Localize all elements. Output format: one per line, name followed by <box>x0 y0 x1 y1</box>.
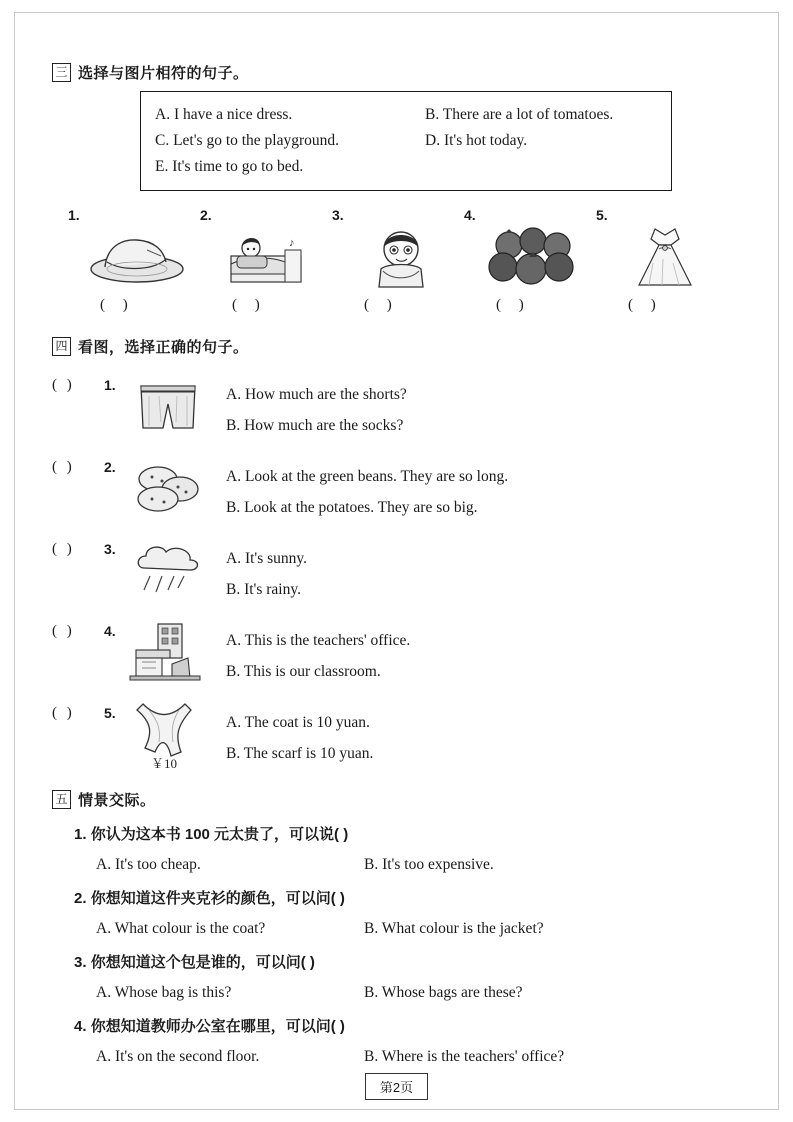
choice-option-b: B. There are a lot of tomatoes. <box>425 106 614 123</box>
svg-text:♪: ♪ <box>289 237 295 249</box>
option-b[interactable]: B. What colour is the jacket? <box>364 920 544 937</box>
option-a[interactable]: A. This is the teachers' office. <box>226 632 411 649</box>
option-group <box>96 978 742 1008</box>
boy-face-icon <box>348 225 454 291</box>
option-b[interactable]: B. The scarf is 10 yuan. <box>226 745 374 762</box>
dress-icon <box>612 225 718 291</box>
option-group <box>96 1042 742 1072</box>
question-text[interactable]: 你想知道这个包是谁的，可以问( ) <box>90 954 315 971</box>
question-stem <box>74 948 742 978</box>
option-a[interactable]: A. Whose bag is this? <box>96 984 232 1001</box>
question-text[interactable]: 你想知道这件夹克衫的颜色，可以问( ) <box>90 890 345 907</box>
choice-option-e: E. It's time to go to bed. <box>155 158 304 175</box>
option-group <box>226 453 508 523</box>
section-five-number: 五 <box>52 790 71 809</box>
scarf-price-icon <box>122 699 214 771</box>
svg-text:￥10: ￥10 <box>151 756 178 771</box>
list-item <box>52 884 742 944</box>
list-item <box>52 617 742 691</box>
potatoes-icon <box>122 453 214 525</box>
section-five-title: 情景交际。 <box>78 792 156 809</box>
answer-blank[interactable]: ( ) <box>52 459 75 475</box>
option-a[interactable]: A. What colour is the coat? <box>96 920 266 937</box>
list-item <box>52 535 742 609</box>
question-stem <box>74 1012 742 1042</box>
picture-row <box>68 207 728 314</box>
shorts-icon <box>122 371 214 443</box>
section-three-title: 选择与图片相符的句子。 <box>78 65 249 82</box>
question-number: 1. <box>74 826 87 843</box>
item-index: 5. <box>104 705 116 721</box>
picture-item <box>200 207 332 314</box>
section-three-header <box>52 62 742 83</box>
option-a[interactable]: A. How much are the shorts? <box>226 386 407 403</box>
section-five-header <box>52 789 742 810</box>
item-index: 2. <box>104 459 116 475</box>
choice-option-a: A. I have a nice dress. <box>155 106 293 123</box>
option-b[interactable]: B. It's rainy. <box>226 581 301 598</box>
section-three-number: 三 <box>52 63 71 82</box>
picture-answer-blank[interactable]: ( ) <box>232 297 267 313</box>
choice-row <box>155 128 671 154</box>
option-a[interactable]: A. Look at the green beans. They are so long. <box>226 468 509 485</box>
option-group <box>96 850 742 880</box>
office-desk-icon <box>122 617 214 689</box>
section-four-number: 四 <box>52 337 71 356</box>
rain-cloud-icon <box>122 535 214 607</box>
list-item <box>52 371 742 445</box>
answer-blank[interactable]: ( ) <box>52 623 75 639</box>
section-four-header <box>52 336 742 357</box>
sleeping-boy-icon <box>216 225 322 291</box>
option-group <box>226 535 307 605</box>
option-a[interactable]: A. It's on the second floor. <box>96 1048 260 1065</box>
picture-item <box>332 207 464 314</box>
list-item <box>52 699 742 773</box>
page-footer <box>0 1073 793 1100</box>
section-four-title: 看图，选择正确的句子。 <box>78 339 249 356</box>
section-five-list <box>52 820 742 1072</box>
answer-blank[interactable]: ( ) <box>52 377 75 393</box>
picture-answer-blank[interactable]: ( ) <box>364 297 399 313</box>
option-b[interactable]: B. Look at the potatoes. They are so big. <box>226 499 478 516</box>
option-b[interactable]: B. How much are the socks? <box>226 417 404 434</box>
option-a[interactable]: A. The coat is 10 yuan. <box>226 714 370 731</box>
list-item <box>52 453 742 527</box>
option-group <box>226 617 410 687</box>
picture-item <box>596 207 728 314</box>
option-b[interactable]: B. This is our classroom. <box>226 663 381 680</box>
list-item <box>52 1012 742 1072</box>
picture-item <box>68 207 200 314</box>
question-text[interactable]: 你想知道教师办公室在哪里，可以问( ) <box>90 1018 345 1035</box>
picture-index: 4. <box>464 207 476 223</box>
option-group <box>226 699 373 769</box>
choice-row <box>155 102 671 128</box>
item-index: 3. <box>104 541 116 557</box>
choice-option-d: D. It's hot today. <box>425 132 528 149</box>
picture-index: 3. <box>332 207 344 223</box>
option-b[interactable]: B. It's too expensive. <box>364 856 494 873</box>
hat-icon <box>84 225 190 291</box>
sentence-choice-box <box>140 91 672 191</box>
option-b[interactable]: B. Where is the teachers' office? <box>364 1048 565 1065</box>
question-stem <box>74 884 742 914</box>
option-group <box>96 914 742 944</box>
option-b[interactable]: B. Whose bags are these? <box>364 984 523 1001</box>
choice-row <box>155 154 671 180</box>
answer-blank[interactable]: ( ) <box>52 705 75 721</box>
picture-item <box>464 207 596 314</box>
tomatoes-icon <box>480 225 586 291</box>
section-four-list <box>52 371 742 773</box>
picture-answer-blank[interactable]: ( ) <box>496 297 531 313</box>
item-index: 1. <box>104 377 116 393</box>
question-number: 3. <box>74 954 87 971</box>
picture-index: 1. <box>68 207 80 223</box>
page-content <box>52 62 742 1076</box>
picture-answer-blank[interactable]: ( ) <box>628 297 663 313</box>
question-text[interactable]: 你认为这本书 100 元太贵了，可以说( ) <box>90 826 349 843</box>
picture-answer-blank[interactable]: ( ) <box>100 297 135 313</box>
choice-option-c: C. Let's go to the playground. <box>155 132 340 149</box>
picture-index: 5. <box>596 207 608 223</box>
option-a[interactable]: A. It's too cheap. <box>96 856 201 873</box>
question-number: 2. <box>74 890 87 907</box>
question-stem <box>74 820 742 850</box>
option-group <box>226 371 407 441</box>
list-item <box>52 820 742 880</box>
answer-blank[interactable]: ( ) <box>52 541 75 557</box>
item-index: 4. <box>104 623 116 639</box>
list-item <box>52 948 742 1008</box>
question-number: 4. <box>74 1018 87 1035</box>
option-a[interactable]: A. It's sunny. <box>226 550 308 567</box>
picture-index: 2. <box>200 207 212 223</box>
page-number: 第2页 <box>365 1073 428 1100</box>
